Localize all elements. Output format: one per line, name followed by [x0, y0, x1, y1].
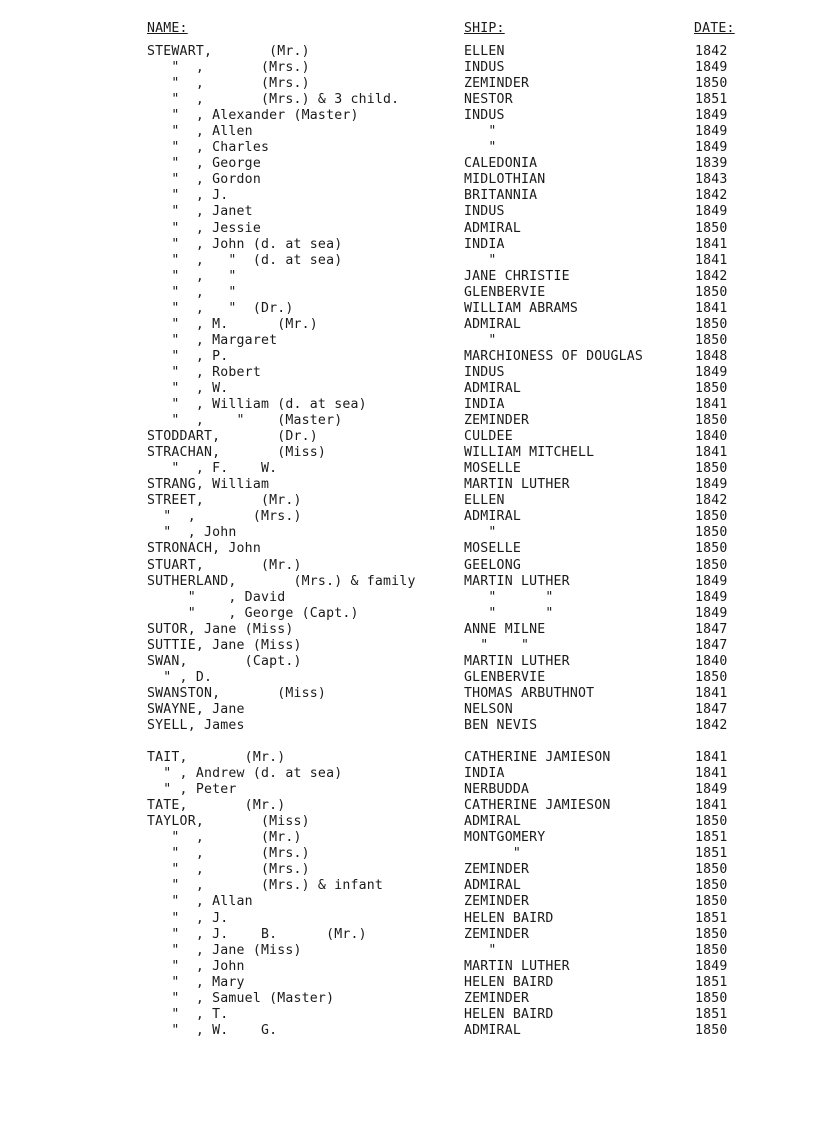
- arrival-date: 1850: [695, 380, 728, 396]
- table-row: [0, 429, 816, 445]
- arrival-date: 1841: [695, 750, 728, 766]
- table-row: [0, 108, 816, 124]
- passenger-name: " , W. G.: [147, 1022, 278, 1038]
- table-row: [0, 285, 816, 301]
- table-row: [0, 92, 816, 108]
- arrival-date: 1850: [695, 509, 728, 525]
- passenger-name: " , Samuel (Master): [147, 990, 335, 1006]
- passenger-name: " , P.: [147, 348, 229, 364]
- ship-name: ADMIRAL: [464, 380, 521, 396]
- passenger-name: " , George (Capt.): [147, 605, 359, 621]
- table-row: [0, 237, 816, 253]
- ship-name: ADMIRAL: [464, 814, 521, 830]
- ship-name: ADMIRAL: [464, 878, 521, 894]
- arrival-date: 1841: [695, 766, 728, 782]
- arrival-date: 1841: [695, 397, 728, 413]
- arrival-date: 1850: [695, 669, 728, 685]
- ship-name: ": [464, 124, 497, 140]
- passenger-name: " , Jane (Miss): [147, 942, 302, 958]
- ship-name: MARTIN LUTHER: [464, 958, 570, 974]
- passenger-name: " , (Mrs.) & 3 child.: [147, 92, 400, 108]
- arrival-date: 1850: [695, 814, 728, 830]
- arrival-date: 1850: [695, 926, 728, 942]
- table-row: [0, 718, 816, 734]
- table-row: [0, 301, 816, 317]
- arrival-date: 1841: [695, 685, 728, 701]
- arrival-date: 1847: [695, 637, 728, 653]
- table-row: [0, 445, 816, 461]
- passenger-name: " , Peter: [147, 782, 237, 798]
- table-row: [0, 60, 816, 76]
- passenger-name: " , (Mrs.) & infant: [147, 878, 384, 894]
- table-row: [0, 927, 816, 943]
- ship-name: NERBUDDA: [464, 782, 530, 798]
- ship-name: JANE CHRISTIE: [464, 268, 570, 284]
- arrival-date: 1843: [695, 172, 728, 188]
- ship-name: " ": [464, 605, 554, 621]
- table-row: [0, 975, 816, 991]
- passenger-name: " , (Mrs.): [147, 862, 310, 878]
- passenger-name: " , J.: [147, 910, 229, 926]
- table-row: [0, 253, 816, 269]
- table-row: [0, 943, 816, 959]
- ship-name: MOSELLE: [464, 461, 521, 477]
- passenger-name: " , Robert: [147, 364, 261, 380]
- ship-name: MARCHIONESS OF DOUGLAS: [464, 348, 644, 364]
- ship-name: ": [464, 525, 497, 541]
- table-row: [0, 814, 816, 830]
- arrival-date: 1841: [695, 252, 728, 268]
- passenger-name: SWAYNE, Jane: [147, 701, 245, 717]
- arrival-date: 1849: [695, 477, 728, 493]
- table-row: [0, 782, 816, 798]
- table-row: [0, 365, 816, 381]
- table-row: [0, 397, 816, 413]
- ship-name: ADMIRAL: [464, 509, 521, 525]
- table-row: [0, 44, 816, 60]
- table-row: [0, 413, 816, 429]
- table-row: [0, 798, 816, 814]
- ship-name: NELSON: [464, 701, 513, 717]
- arrival-date: 1841: [695, 236, 728, 252]
- ship-name: INDIA: [464, 397, 505, 413]
- table-row: [0, 558, 816, 574]
- arrival-date: 1850: [695, 316, 728, 332]
- passenger-name: STODDART, (Dr.): [147, 429, 318, 445]
- ship-name: ZEMINDER: [464, 862, 530, 878]
- passenger-name: " , John: [147, 958, 245, 974]
- passenger-name: SYELL, James: [147, 717, 245, 733]
- table-row: [0, 830, 816, 846]
- arrival-date: 1850: [695, 525, 728, 541]
- ship-name: BEN NEVIS: [464, 717, 538, 733]
- arrival-date: 1850: [695, 461, 728, 477]
- table-row: [0, 750, 816, 766]
- table-row: [0, 461, 816, 477]
- ship-name: BRITANNIA: [464, 188, 538, 204]
- table-row: [0, 670, 816, 686]
- table-row: [0, 590, 816, 606]
- table-row: [0, 124, 816, 140]
- passenger-name: " , Gordon: [147, 172, 261, 188]
- passenger-name: " , T.: [147, 1006, 229, 1022]
- passenger-name: " , M. (Mr.): [147, 316, 318, 332]
- table-row: [0, 188, 816, 204]
- ship-name: GEELONG: [464, 557, 521, 573]
- table-row: [0, 204, 816, 220]
- ship-name: WILLIAM ABRAMS: [464, 300, 578, 316]
- table-row: [0, 76, 816, 92]
- table-row: [0, 846, 816, 862]
- passenger-name: " , " (Master): [147, 413, 343, 429]
- arrival-date: 1850: [695, 332, 728, 348]
- table-row: [0, 333, 816, 349]
- arrival-date: 1851: [695, 846, 728, 862]
- table-row: [0, 574, 816, 590]
- table-row: [0, 638, 816, 654]
- arrival-date: 1849: [695, 782, 728, 798]
- passenger-name: TAIT, (Mr.): [147, 750, 286, 766]
- arrival-date: 1849: [695, 60, 728, 76]
- ship-name: HELEN BAIRD: [464, 974, 554, 990]
- arrival-date: 1850: [695, 894, 728, 910]
- table-row: [0, 269, 816, 285]
- table-row: [0, 766, 816, 782]
- arrival-date: 1850: [695, 541, 728, 557]
- ship-name: ZEMINDER: [464, 926, 530, 942]
- ship-name: INDIA: [464, 766, 505, 782]
- arrival-date: 1848: [695, 348, 728, 364]
- table-row: [0, 959, 816, 975]
- ship-name: ELLEN: [464, 493, 505, 509]
- arrival-date: 1850: [695, 76, 728, 92]
- passenger-name: " , Charles: [147, 140, 270, 156]
- passenger-name: " , ": [147, 268, 237, 284]
- arrival-date: 1850: [695, 990, 728, 1006]
- arrival-date: 1851: [695, 1006, 728, 1022]
- arrival-date: 1840: [695, 653, 728, 669]
- arrival-date: 1850: [695, 413, 728, 429]
- ship-name: ADMIRAL: [464, 220, 521, 236]
- arrival-date: 1851: [695, 830, 728, 846]
- ship-name: MARTIN LUTHER: [464, 653, 570, 669]
- table-row: [0, 1023, 816, 1039]
- ship-name: MARTIN LUTHER: [464, 477, 570, 493]
- table-row: [0, 172, 816, 188]
- table-row: [0, 654, 816, 670]
- passenger-name: " , Allen: [147, 124, 253, 140]
- table-row: [0, 862, 816, 878]
- passenger-name: STRACHAN, (Miss): [147, 445, 327, 461]
- ship-name: ELLEN: [464, 44, 505, 59]
- ship-name: INDUS: [464, 60, 505, 76]
- ship-name: THOMAS ARBUTHNOT: [464, 685, 595, 701]
- arrival-date: 1850: [695, 557, 728, 573]
- passenger-name: " , (Mrs.): [147, 509, 302, 525]
- ship-name: INDIA: [464, 236, 505, 252]
- arrival-date: 1850: [695, 878, 728, 894]
- arrival-date: 1842: [695, 268, 728, 284]
- ship-name: ": [464, 332, 497, 348]
- arrival-date: 1842: [695, 188, 728, 204]
- arrival-date: 1841: [695, 300, 728, 316]
- passenger-name: " , W.: [147, 380, 229, 396]
- ship-name: CALEDONIA: [464, 156, 538, 172]
- passenger-name: " , F. W.: [147, 461, 278, 477]
- ship-name: CATHERINE JAMIESON: [464, 798, 611, 814]
- ship-name: ADMIRAL: [464, 316, 521, 332]
- passenger-name: SWAN, (Capt.): [147, 653, 302, 669]
- arrival-date: 1850: [695, 220, 728, 236]
- passenger-name: " , " (d. at sea): [147, 252, 343, 268]
- arrival-date: 1851: [695, 974, 728, 990]
- ship-name: ZEMINDER: [464, 76, 530, 92]
- ship-name: INDUS: [464, 204, 505, 220]
- passenger-name: " , " (Dr.): [147, 300, 294, 316]
- passenger-name: " , Alexander (Master): [147, 108, 359, 124]
- passenger-name: " , David: [147, 589, 286, 605]
- ship-name: GLENBERVIE: [464, 284, 546, 300]
- ship-name: GLENBERVIE: [464, 669, 546, 685]
- ship-name: MONTGOMERY: [464, 830, 546, 846]
- table-row: [0, 541, 816, 557]
- arrival-date: 1847: [695, 701, 728, 717]
- passenger-name: " , Mary: [147, 974, 245, 990]
- passenger-name: " , (Mrs.): [147, 846, 310, 862]
- table-row: [0, 381, 816, 397]
- ship-name: ": [464, 252, 497, 268]
- table-row: [0, 894, 816, 910]
- ship-name: ": [464, 942, 497, 958]
- passenger-name: TAYLOR, (Miss): [147, 814, 310, 830]
- table-row: [0, 911, 816, 927]
- name-column-header: NAME:: [147, 21, 188, 36]
- arrival-date: 1849: [695, 140, 728, 156]
- table-row: [0, 477, 816, 493]
- passenger-name: " , Andrew (d. at sea): [147, 766, 343, 782]
- table-row: [0, 493, 816, 509]
- ship-name: HELEN BAIRD: [464, 1006, 554, 1022]
- passenger-rows: [0, 44, 816, 1039]
- ship-name: ZEMINDER: [464, 894, 530, 910]
- arrival-date: 1850: [695, 942, 728, 958]
- passenger-name: " , Janet: [147, 204, 253, 220]
- ship-name: ZEMINDER: [464, 990, 530, 1006]
- arrival-date: 1842: [695, 493, 728, 509]
- table-row: [0, 1007, 816, 1023]
- arrival-date: 1850: [695, 862, 728, 878]
- table-row: [0, 156, 816, 172]
- table-row: [0, 702, 816, 718]
- passenger-name: " , J. B. (Mr.): [147, 926, 367, 942]
- arrival-date: 1851: [695, 92, 728, 108]
- ship-name: MIDLOTHIAN: [464, 172, 546, 188]
- ship-name: MOSELLE: [464, 541, 521, 557]
- table-row: [0, 686, 816, 702]
- table-row: [0, 140, 816, 156]
- passenger-name: " , (Mrs.): [147, 76, 310, 92]
- ship-name: ZEMINDER: [464, 413, 530, 429]
- passenger-name: " , (Mr.): [147, 830, 302, 846]
- ship-name: " ": [464, 589, 554, 605]
- passenger-name: " , Allan: [147, 894, 253, 910]
- ship-name: MARTIN LUTHER: [464, 573, 570, 589]
- passenger-name: STREET, (Mr.): [147, 493, 302, 509]
- arrival-date: 1849: [695, 204, 728, 220]
- passenger-name: " , John (d. at sea): [147, 236, 343, 252]
- arrival-date: 1851: [695, 910, 728, 926]
- arrival-date: 1849: [695, 958, 728, 974]
- arrival-date: 1841: [695, 798, 728, 814]
- table-row: [0, 509, 816, 525]
- passenger-name: " , Jessie: [147, 220, 261, 236]
- ship-name: " ": [464, 637, 530, 653]
- passenger-name: TATE, (Mr.): [147, 798, 286, 814]
- table-row: [0, 606, 816, 622]
- arrival-date: 1849: [695, 108, 728, 124]
- passenger-name: SUTTIE, Jane (Miss): [147, 637, 302, 653]
- arrival-date: 1849: [695, 364, 728, 380]
- ship-name: INDUS: [464, 364, 505, 380]
- passenger-name: " , J.: [147, 188, 229, 204]
- ship-name: WILLIAM MITCHELL: [464, 445, 595, 461]
- arrival-date: 1842: [695, 44, 728, 59]
- passenger-name: SWANSTON, (Miss): [147, 685, 327, 701]
- arrival-date: 1842: [695, 717, 728, 733]
- arrival-date: 1850: [695, 284, 728, 300]
- passenger-name: " , George: [147, 156, 261, 172]
- passenger-name: " , William (d. at sea): [147, 397, 367, 413]
- arrival-date: 1841: [695, 445, 728, 461]
- arrival-date: 1839: [695, 156, 728, 172]
- table-row: [0, 622, 816, 638]
- ship-column-header: SHIP:: [464, 21, 505, 36]
- passenger-name: SUTHERLAND, (Mrs.) & family: [147, 573, 416, 589]
- date-column-header: DATE:: [694, 21, 735, 36]
- ship-name: ADMIRAL: [464, 1022, 521, 1038]
- ship-name: ": [464, 846, 521, 862]
- table-row: [0, 878, 816, 894]
- ship-name: INDUS: [464, 108, 505, 124]
- ship-name: ANNE MILNE: [464, 621, 546, 637]
- arrival-date: 1849: [695, 573, 728, 589]
- passenger-name: " , Margaret: [147, 332, 278, 348]
- passenger-name: STRANG, William: [147, 477, 270, 493]
- table-row: [0, 734, 816, 750]
- arrival-date: 1849: [695, 605, 728, 621]
- passenger-name: " , John: [147, 525, 237, 541]
- ship-name: ": [464, 140, 497, 156]
- passenger-name: " , ": [147, 284, 237, 300]
- table-row: [0, 317, 816, 333]
- passenger-name: STEWART, (Mr.): [147, 44, 310, 59]
- ship-name: CATHERINE JAMIESON: [464, 750, 611, 766]
- arrival-date: 1849: [695, 589, 728, 605]
- ship-name: NESTOR: [464, 92, 513, 108]
- passenger-name: STRONACH, John: [147, 541, 261, 557]
- table-row: [0, 525, 816, 541]
- arrival-date: 1847: [695, 621, 728, 637]
- table-row: [0, 991, 816, 1007]
- passenger-name: STUART, (Mr.): [147, 557, 302, 573]
- passenger-name: " , (Mrs.): [147, 60, 310, 76]
- table-row: [0, 221, 816, 237]
- ship-name: HELEN BAIRD: [464, 910, 554, 926]
- table-row: [0, 349, 816, 365]
- passenger-name: SUTOR, Jane (Miss): [147, 621, 294, 637]
- passenger-name: " , D.: [147, 669, 213, 685]
- arrival-date: 1840: [695, 429, 728, 445]
- ship-name: CULDEE: [464, 429, 513, 445]
- arrival-date: 1850: [695, 1022, 728, 1038]
- arrival-date: 1849: [695, 124, 728, 140]
